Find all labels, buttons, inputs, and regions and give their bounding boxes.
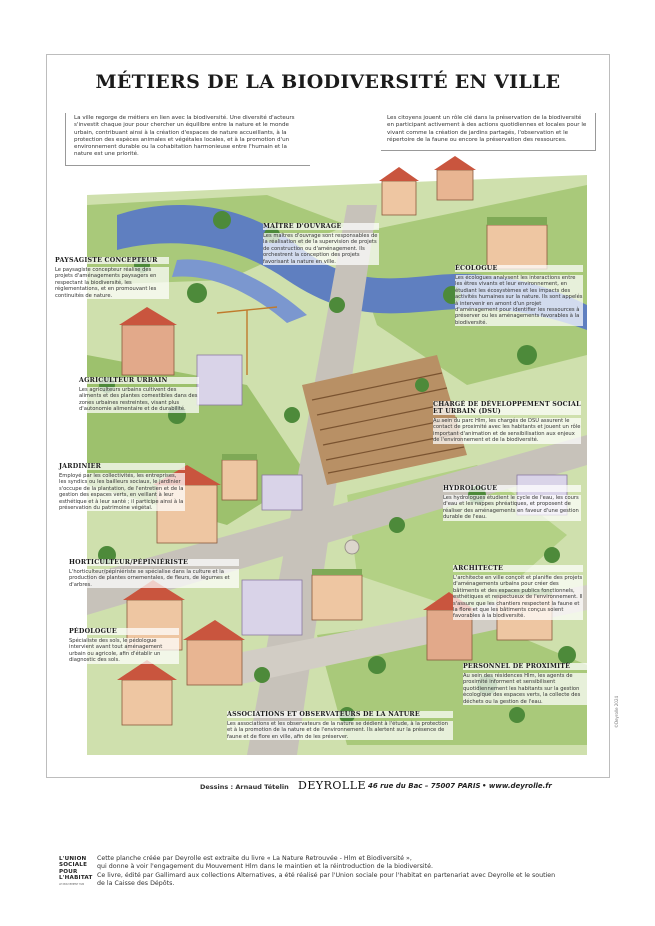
footer-line: de la Caisse des Dépôts. xyxy=(97,880,175,888)
logo-line: SOCIALE xyxy=(59,862,88,869)
card-architecte xyxy=(453,565,583,620)
card-agriculteur xyxy=(79,377,199,413)
intro-right-text: Les citoyens jouent un rôle clé dans la préservation de la biodiversité en participant activement à des actions quotidiennes et locales pour le vivant comme la création de jardins partagés, l'observation et le répertoire de la faune ou encore la préservation des ressources. xyxy=(381,113,596,151)
card-associations xyxy=(227,711,453,740)
card-title: ASSOCIATIONS ET OBSERVATEURS DE LA NATURE xyxy=(227,711,453,718)
card-text: Les maîtres d'ouvrage sont responsables de la réalisation et de la supervision de projets de construction ou d'aménagement. Ils orchestrent la conception des projets favorisant la nature en ville. xyxy=(263,233,378,265)
card-horticulteur xyxy=(69,559,239,588)
drawings-credit: Dessins : Arnaud Tételin xyxy=(200,783,289,791)
intro-left-text: La ville regorge de métiers en lien avec la biodiversité. Une diversité d'acteurs s'investit chaque jour pour chercher un équilibre entre la nature et le monde urbain, contribuant ainsi à la création d'espaces de nature accueillants, à la protection des espèces animales et végétales locales, et à la promotion d'un environnement durable ou la cohabitation harmonieuse entre l'humain et la nature est une priorité. xyxy=(65,113,310,166)
card-text: L'horticulteur/pépiniériste se spécialise dans la culture et la production de plantes ornementales, de fleurs, de légumes et d'arbres. xyxy=(69,569,239,588)
copyright-notice: ©Deyrolle 2024 xyxy=(614,695,619,728)
card-title: HYDROLOGUE xyxy=(443,485,581,492)
card-title: PÉDOLOGUE xyxy=(69,628,179,635)
card-jardinier xyxy=(59,463,185,511)
fountain xyxy=(345,540,359,554)
card-ecologue xyxy=(455,265,583,326)
footer-line: Cette planche créée par Deyrolle est extraite du livre « La Nature Retrouvée - Hlm et Biodiversité », xyxy=(97,855,412,862)
footer-line: qui donne à voir l'engagement du Mouvement Hlm dans le maintien et la réintroduction de la biodiversité. xyxy=(97,863,433,871)
card-title: PERSONNEL DE PROXIMITÉ xyxy=(463,663,587,670)
card-text: Les agriculteurs urbains cultivent des aliments et des plantes comestibles dans des zones urbaines restreintes, visant plus d'autonomie alimentaire et de durabilité. xyxy=(79,387,198,413)
logo-line: POUR xyxy=(59,868,78,875)
card-text: Employé par les collectivités, les entreprises, les syndics ou les bailleurs sociaux, le jardinier s'occupe de la plantation, de l'entretien et de la gestion des espaces verts, en veillant à leur esthétique et à leur santé ; il participe ainsi à la préservation du patrimoine végétal. xyxy=(59,473,184,512)
card-title: AGRICULTEUR URBAIN xyxy=(79,377,199,384)
card-text: L'architecte en ville conçoit et planifie des projets d'aménagements urbains pour créer des bâtiments et des espaces publics fonctionnels, esthétiques et respectueux de l'environnement. Il s'assure que les chantiers respectent la faune et la flore et que les bâtiments conçus soient favorables à la biodiversité. xyxy=(453,575,583,620)
card-title: HORTICULTEUR/PÉPINIÉRISTE xyxy=(69,559,239,566)
brand-address: 46 rue du Bac – 75007 PARIS xyxy=(368,782,481,790)
card-text: Les hydrologues étudient le cycle de l'eau, les cours d'eau et les nappes phréatiques, et proposent de réaliser des aménagements en faveur d'une gestion durable de l'eau. xyxy=(443,495,581,521)
card-title: ARCHITECTE xyxy=(453,565,583,572)
card-maitre-ouvrage xyxy=(263,223,379,265)
card-text: Le paysagiste concepteur réalise des projets d'aménagements paysagers en respectant la biodiversité, les réglementations, et en promouvant les continuités de nature. xyxy=(55,267,169,299)
union-sociale-logo xyxy=(59,856,91,886)
logo-subtitle: LE MOUVEMENT HLM xyxy=(59,882,85,886)
footer-text xyxy=(97,855,617,889)
card-hydrologue xyxy=(443,485,581,521)
card-text: Les écologues analysent les interactions entre les êtres vivants et leur environnement, en étudiant les écosystèmes et les impacts des activités humaines sur la nature. Ils sont appelés à intervenir en amont d'un projet d'aménagement pour identifier les ressources à préserver ou les aménagements favorables à la biodiversité. xyxy=(455,275,583,326)
footer-line: Ce livre, édité par Gallimard aux collections Alternatives, a été réalisé par l'Union sociale pour l'habitat en partenariat avec Deyrolle et le soutien xyxy=(97,871,556,879)
card-title: MAÎTRE D'OUVRAGE xyxy=(263,223,379,230)
card-personnel-proximite xyxy=(463,663,587,705)
card-text: Au sein des résidences Hlm, les agents de proximité informent et sensibilisent quotidiennement les habitants sur la gestion écologique des espaces verts, la collecte des déchets ou la gestion de l'eau. xyxy=(463,673,587,705)
brand-website: • www.deyrolle.fr xyxy=(482,782,552,790)
card-text: Au sein du parc Hlm, les chargés de DSU assurent le contact de proximité avec les habitants et jouent un rôle important d'animation et de sensibilisation aux enjeux de l'environnement et de la biodiversité. xyxy=(433,418,581,444)
card-title: PAYSAGISTE CONCEPTEUR xyxy=(55,257,169,264)
card-title: ÉCOLOGUE xyxy=(455,265,583,272)
poster-frame xyxy=(46,54,610,778)
logo-line: L'HABITAT xyxy=(59,875,93,882)
card-title: CHARGÉ DE DÉVELOPPEMENT SOCIAL ET URBAIN (DSU) xyxy=(433,401,581,415)
card-charge-dsu xyxy=(433,401,581,444)
brand-name: DEYROLLE xyxy=(298,779,367,792)
card-pedologue xyxy=(69,628,179,664)
card-paysagiste xyxy=(55,257,169,299)
credits-bar xyxy=(0,775,655,797)
logo-line: L'UNION xyxy=(59,856,87,862)
card-text: Spécialiste des sols, le pédologue intervient avant tout aménagement urbain ou agricole, afin d'établir un diagnostic des sols. xyxy=(69,638,179,664)
poster-title: MÉTIERS DE LA BIODIVERSITÉ EN VILLE xyxy=(95,71,561,93)
card-text: Les associations et les observateurs de la nature se dédient à l'étude, à la protection et à la promotion de la nature et de l'environnement. Ils alertent sur la présence de faune et de flore en ville, afin de les préserver. xyxy=(227,721,453,740)
card-title: JARDINIER xyxy=(59,463,185,470)
